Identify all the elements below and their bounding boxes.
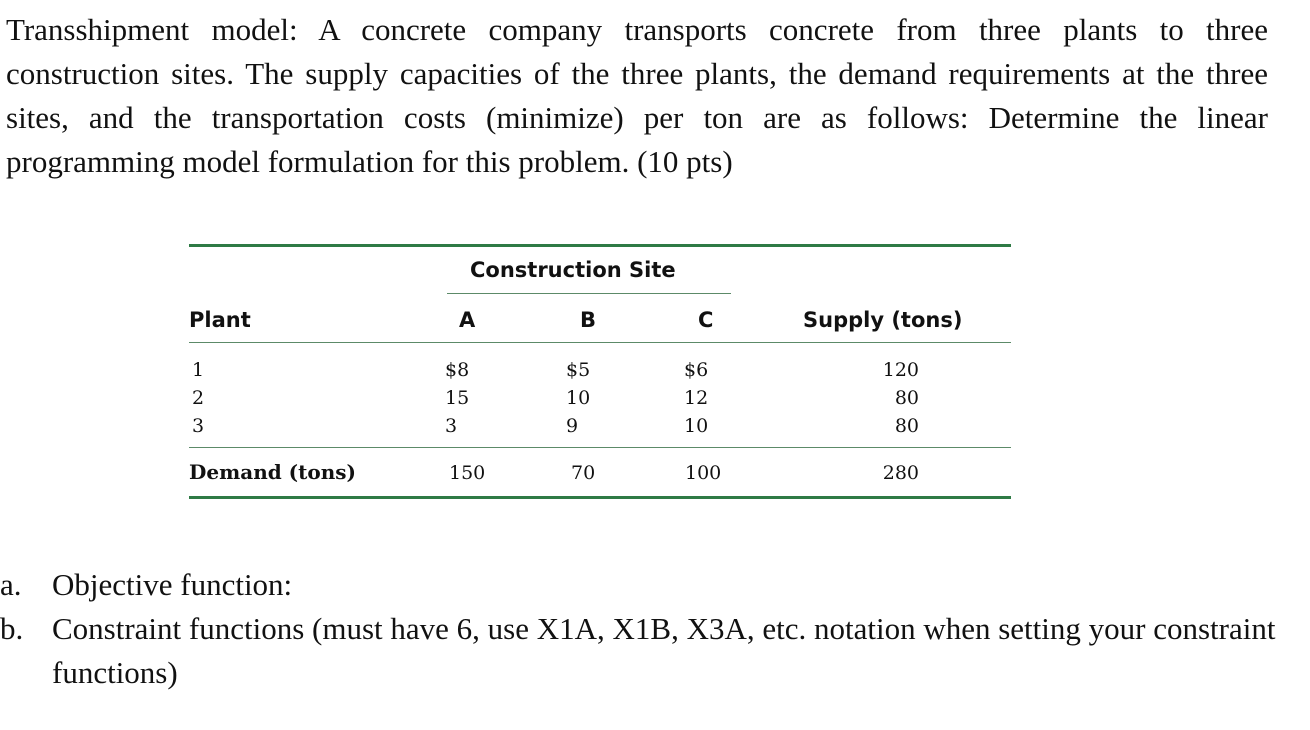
supply-header: Supply (tons)	[803, 308, 963, 332]
site-b-costs	[566, 356, 612, 440]
demand-a: 150	[449, 462, 486, 484]
question-letter: a.	[0, 567, 22, 602]
plant-2: 2	[192, 387, 205, 409]
question-b	[0, 607, 1300, 695]
cost-cell: 10	[684, 415, 709, 437]
question-list	[0, 563, 1300, 695]
site-c-costs	[684, 356, 730, 440]
problem-statement: Transshipment model: A concrete company transports concrete from three plants to three construction sites. The supply capacities of the three plants, the demand requirements at the three sites, and the transportation costs (minimize) per ton are as follows: Determine the linear programming model formulation for this problem. (10 pts)	[6, 12, 1268, 179]
question-text: Objective function:	[52, 567, 293, 602]
currency-symbol: $	[684, 359, 697, 381]
cost-cell: 9	[566, 415, 579, 437]
construction-site-header: Construction Site	[470, 258, 676, 282]
header-rule	[189, 342, 1011, 343]
cost-cell: 12	[684, 387, 709, 409]
plant-header: Plant	[189, 308, 251, 332]
site-a-costs	[445, 356, 491, 440]
demand-b: 70	[571, 462, 596, 484]
currency-symbol: $	[566, 359, 579, 381]
plant-3: 3	[192, 415, 205, 437]
supply-column	[857, 356, 919, 440]
cost-cell: 3	[445, 415, 458, 437]
question-text: Constraint functions (must have 6, use X1A, X1B, X3A, etc. notation when setting your constraint functions)	[52, 611, 1276, 690]
cost-cell: 10	[566, 387, 591, 409]
cost-cell: $5	[566, 359, 591, 381]
cost-cell: $8	[445, 359, 470, 381]
site-header-a: A	[459, 308, 476, 332]
cost-table	[189, 244, 1011, 500]
site-header-b: B	[580, 308, 597, 332]
plant-1: 1	[192, 359, 205, 381]
cost-cell: 15	[445, 387, 470, 409]
supply-3: 80	[894, 415, 919, 437]
total-tons: 280	[882, 462, 919, 484]
question-a	[0, 563, 1300, 607]
currency-symbol: $	[445, 359, 458, 381]
site-header-c: C	[698, 308, 714, 332]
site-group-rule	[447, 293, 731, 294]
supply-2: 80	[894, 387, 919, 409]
cost-cell: $6	[684, 359, 709, 381]
demand-rule	[189, 447, 1011, 448]
demand-c: 100	[685, 462, 722, 484]
supply-1: 120	[882, 359, 919, 381]
table-bottom-rule	[189, 496, 1011, 499]
question-letter: b.	[0, 611, 24, 646]
plant-column	[192, 356, 204, 440]
demand-label: Demand (tons)	[189, 460, 356, 484]
table-top-rule	[189, 244, 1011, 247]
